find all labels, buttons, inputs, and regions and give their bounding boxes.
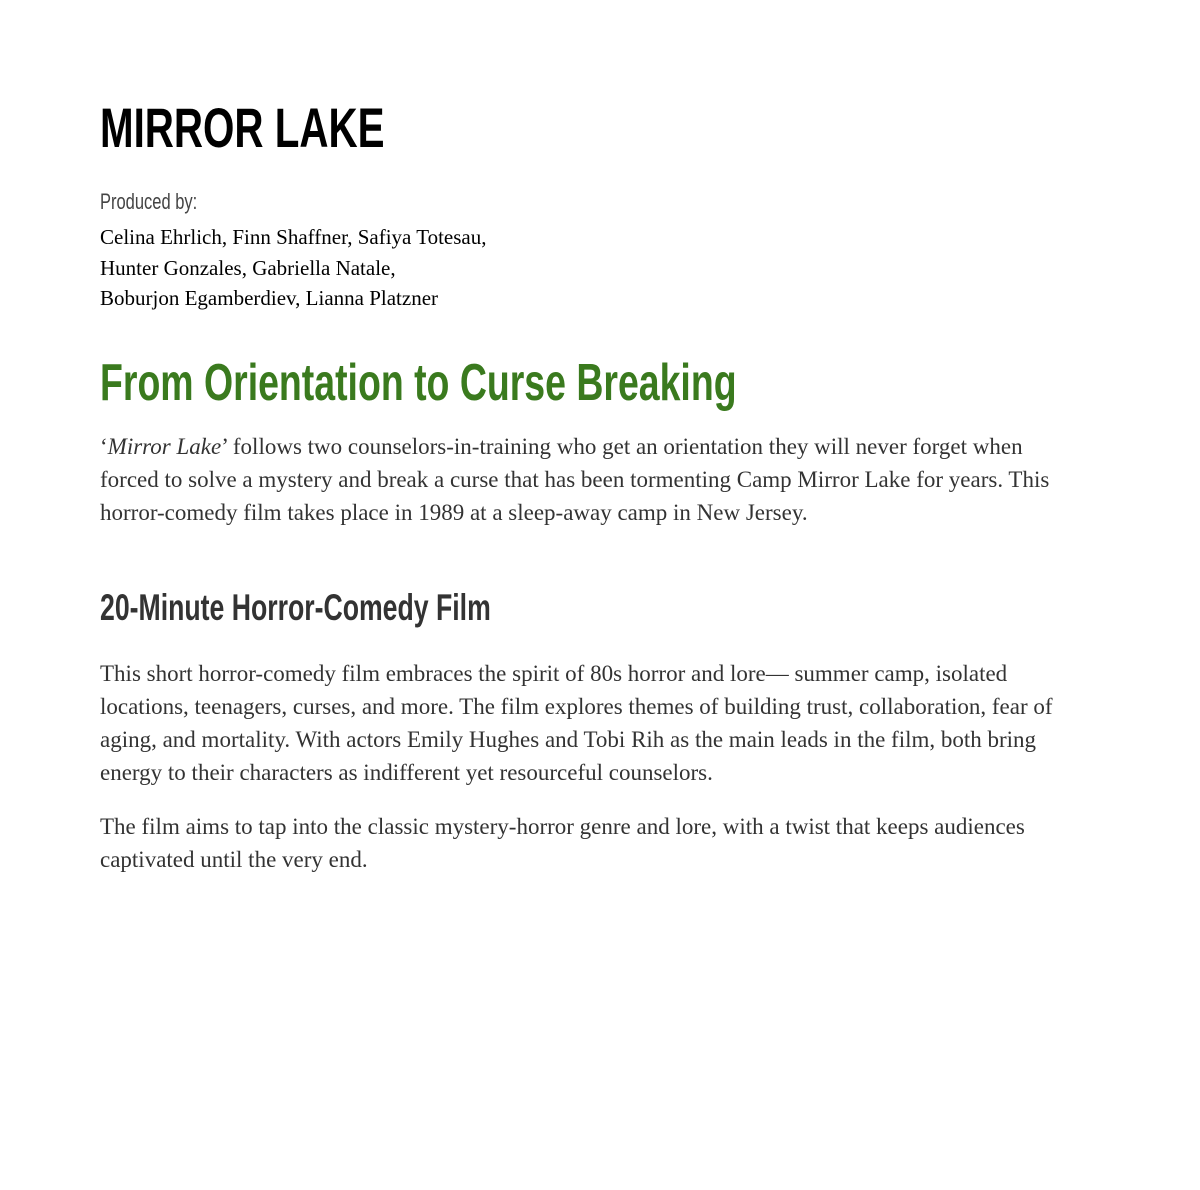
producers-list [100,222,487,314]
produced-by-label: Produced by: [100,189,198,214]
intro-text: ’ follows two counselors-in-training who get an orientation they will never forget when forced to solve a mystery and break a curse that has been tormenting Camp Mirror Lake for years. This horror-comedy film takes place in 1989 at a sleep-away camp in New Jersey. [100,434,1050,525]
open-quote: ‘ [100,434,108,459]
description-paragraph: This short horror-comedy film embraces the spirit of 80s horror and lore— summer camp, isolated locations, teenagers, curses, and more. The film explores themes of building trust, collaboration, fear of aging, and mortality. With actors Emily Hughes and Tobi Rih as the main leads in the film, both bring energy to their characters as indifferent yet resourceful counselors. [100,661,1053,785]
page-title: MIRROR LAKE [100,96,385,159]
section-heading-orientation: From Orientation to Curse Breaking [100,354,737,412]
film-description [100,657,1065,876]
section-heading-film: 20-Minute Horror-Comedy Film [100,587,491,628]
film-title: Mirror Lake [107,434,222,459]
producers-line: Celina Ehrlich, Finn Shaffner, Safiya Totesau, [100,225,487,249]
intro-paragraph [100,430,1065,529]
description-paragraph: The film aims to tap into the classic mystery-horror genre and lore, with a twist that keeps audiences captivated until the very end. [100,814,1025,872]
producers-line: Hunter Gonzales, Gabriella Natale, [100,255,396,280]
producers-line: Boburjon Egamberdiev, Lianna Platzner [100,286,439,310]
